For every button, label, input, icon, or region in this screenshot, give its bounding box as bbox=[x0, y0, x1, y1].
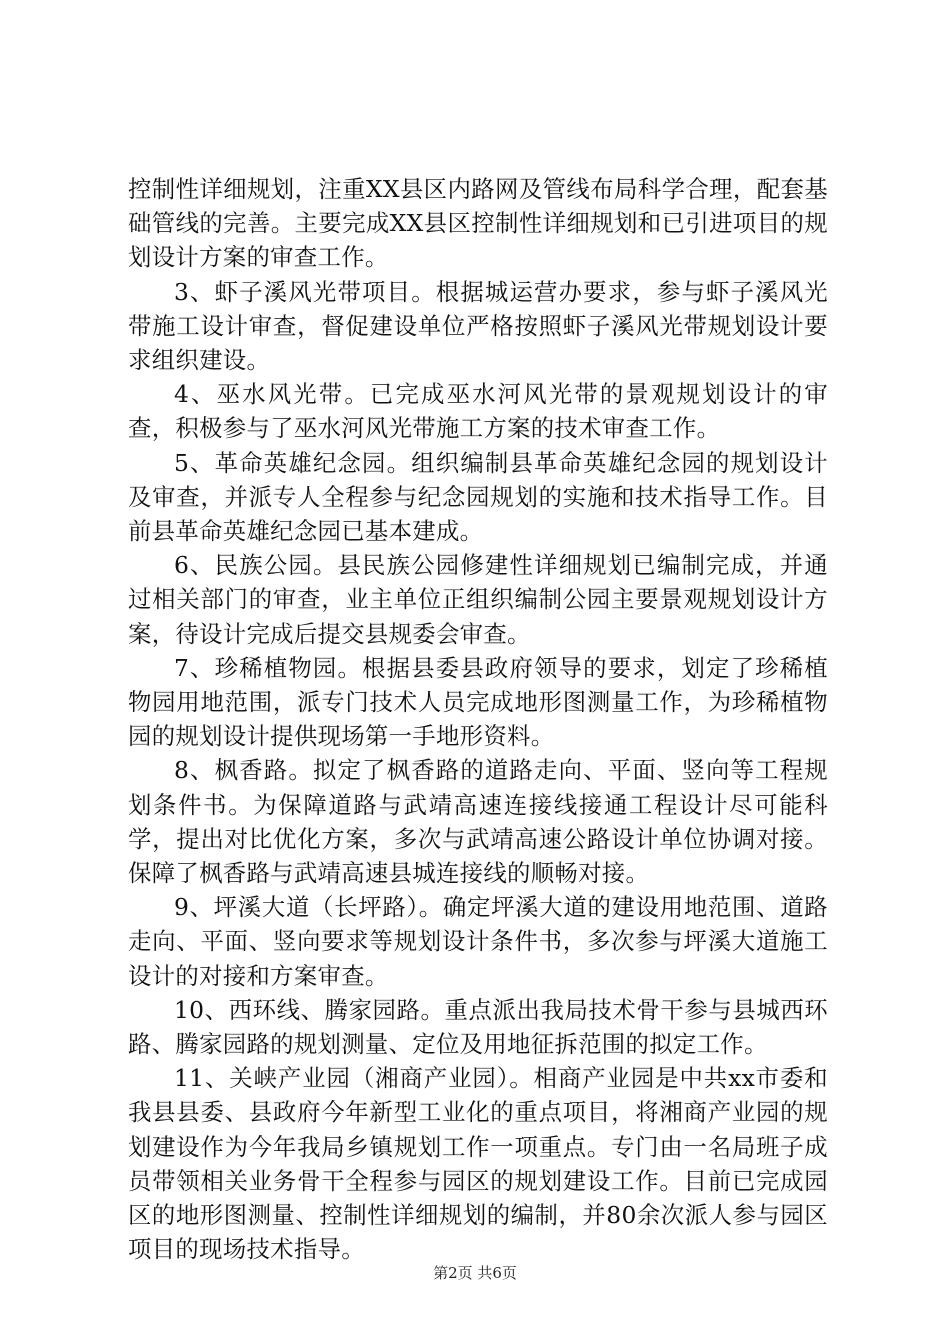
paragraph-item-6: 6、民族公园。县民族公园修建性详细规划已编制完成，并通过相关部门的审查，业主单位正组织编制公园主要景观规划设计方案，待设计完成后提交县规委会审查。 bbox=[128, 551, 828, 648]
paragraph-item-4: 4、巫水风光带。已完成巫水河风光带的景观规划设计的审查，积极参与了巫水河风光带施工方案的技术审查工作。 bbox=[128, 380, 828, 443]
paragraph-item-3: 3、虾子溪风光带项目。根据城运营办要求，参与虾子溪风光带施工设计审查，督促建设单位严格按照虾子溪风光带规划设计要求组织建设。 bbox=[128, 277, 828, 375]
paragraph-item-7: 7、珍稀植物园。根据县委县政府领导的要求，划定了珍稀植物园用地范围，派专门技术人员完成地形图测量工作，为珍稀植物园的规划设计提供现场第一手地形资料。 bbox=[128, 653, 828, 751]
paragraph-item-10: 10、西环线、腾家园路。重点派出我局技术骨干参与县城西环路、腾家园路的规划测量、定位及用地征拆范围的拟定工作。 bbox=[128, 995, 828, 1059]
paragraph-item-11: 11、关峡产业园（湘商产业园）。相商产业园是中共xx市委和我县县委、县政府今年新型工业化的重点项目，将湘商产业园的规划建设作为今年我局乡镇规划工作一项重点。专门由一名局班子成员带领相关业务骨干全程参与园区的规划建设工作。目前已完成园区的地形图测量、控制性详细规划的编制，并80余次派人参与园区项目的现场技术指导。 bbox=[128, 1064, 828, 1264]
paragraph-item-5: 5、革命英雄纪念园。组织编制县革命英雄纪念园的规划设计及审查，并派专人全程参与纪念园规划的实施和技术指导工作。目前县革命英雄纪念园已基本建成。 bbox=[128, 448, 828, 546]
document-body bbox=[128, 172, 828, 1267]
paragraph-item-9: 9、坪溪大道（长坪路）。确定坪溪大道的建设用地范围、道路走向、平面、竖向要求等规划设计条件书，多次参与坪溪大道施工设计的对接和方案审查。 bbox=[128, 893, 828, 990]
paragraph-item-8: 8、枫香路。拟定了枫香路的道路走向、平面、竖向等工程规划条件书。为保障道路与武靖高速连接线接通工程设计尽可能科学，提出对比优化方案，多次与武靖高速公路设计单位协调对接。保障了枫香路与武靖高速县城连接线的顺畅对接。 bbox=[128, 756, 828, 888]
page-footer: 第2页 共6页 bbox=[433, 1264, 517, 1282]
paragraph-continued: 控制性详细规划，注重XX县区内路网及管线布局科学合理，配套基础管线的完善。主要完成XX县区控制性详细规划和已引进项目的规划设计方案的审查工作。 bbox=[128, 175, 828, 272]
